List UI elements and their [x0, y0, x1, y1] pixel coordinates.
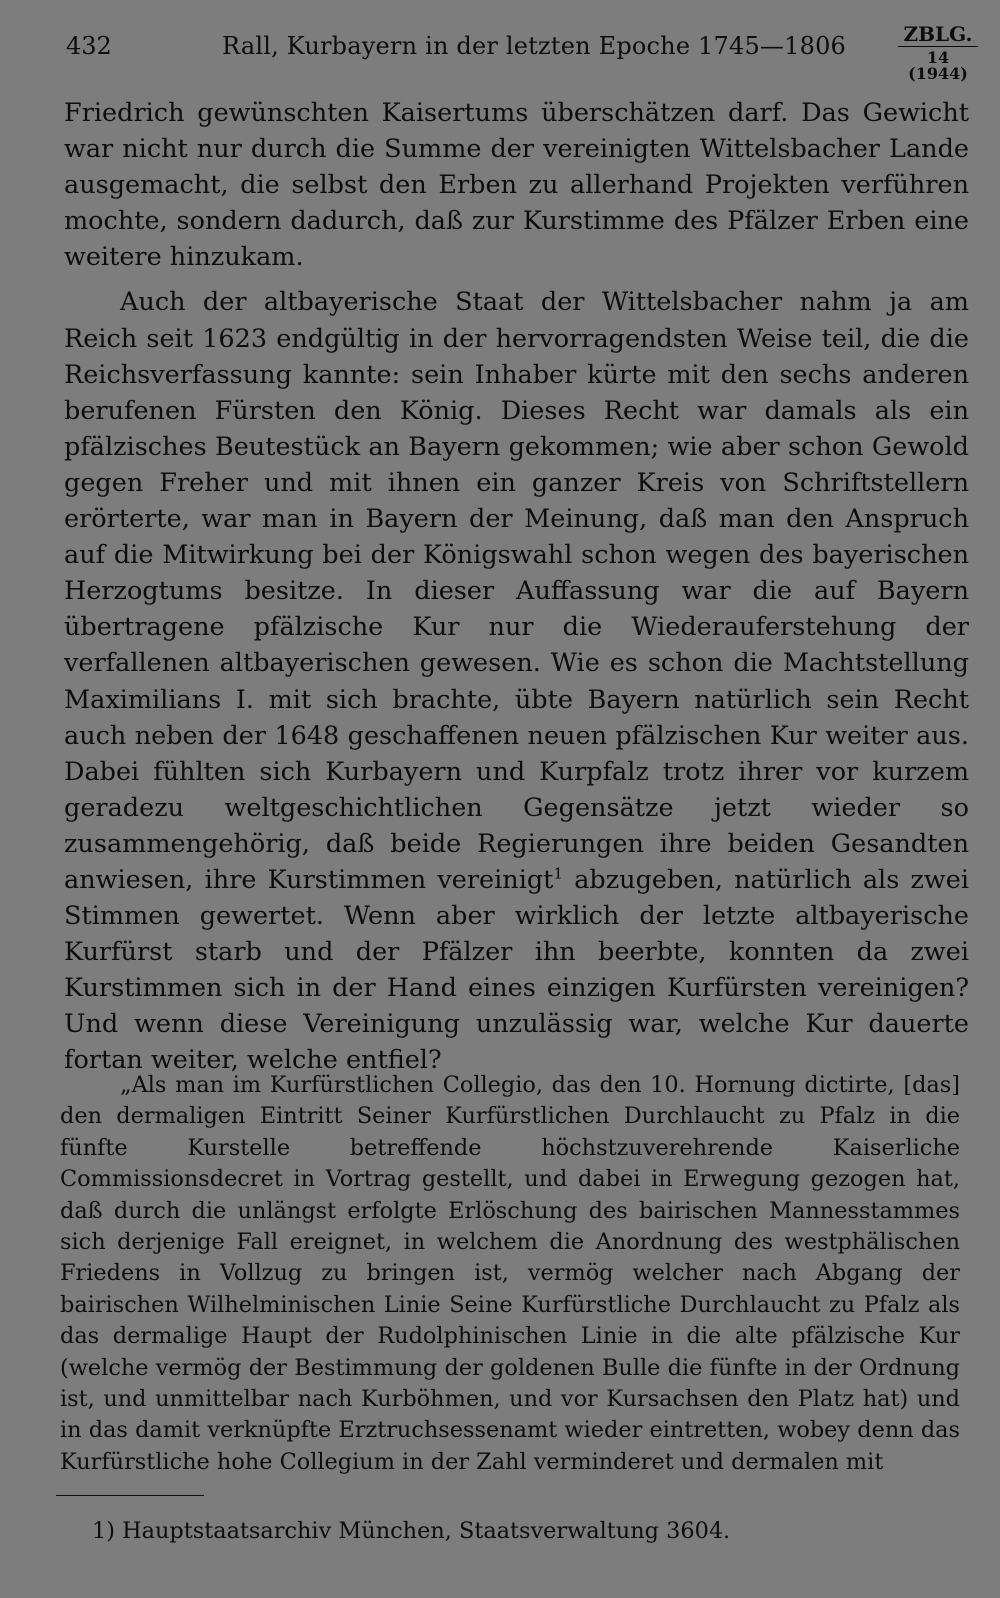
page-number: 432 [66, 32, 112, 60]
footnote [92, 1518, 730, 1544]
journal-volume: 14 (1944) [908, 48, 968, 83]
main-text [64, 95, 969, 1079]
journal-abbreviation: ZBLG. [898, 24, 978, 47]
page-header [62, 22, 973, 83]
footnote-text: Hauptstaatsarchiv München, Staatsverwaltung 3604. [122, 1518, 731, 1544]
block-quote [60, 1070, 960, 1478]
footnote-marker: 1) [92, 1518, 115, 1544]
paragraph-text-end: abzugeben, natürlich als zwei Stimmen gewertet. Wenn aber wirklich der letzte altbayerische Kurfürst starb und der Pfälzer ihn beerbte, konnten da zwei Kurstimmen sich in der Hand eines einzigen Kurfürsten vereinigen? Und wenn diese Vereinigung unzulässig war, welche Kur dauerte fortan weiter, welche entfiel? [64, 864, 969, 1076]
journal-reference [898, 24, 978, 82]
paragraph-text: Auch der altbayerische Staat der Wittelsbacher nahm ja am Reich seit 1623 endgültig in der hervorragendsten Weise teil, die die Reichsverfassung kannte: sein Inhaber kürte mit den sechs anderen berufenen Fürsten den König. Dieses Recht war damals als ein pfälzisches Beutestück an Bayern gekommen; wie aber schon Gewold gegen Freher und mit ihnen ein ganzer Kreis von Schriftstellern erörterte, war man in Bayern der Meinung, daß man den Anspruch auf die Mitwirkung bei der Königswahl schon wegen des bayerischen Herzogtums besitze. In dieser Auffassung war die auf Bayern übertragene pfälzische Kur nur die Wiederauferstehung der verfallenen altbayerischen gewesen. Wie es schon die Machtstellung Maximilians I. mit sich brachte, übte Bayern natürlich sein Recht auch neben der 1648 geschaffenen neuen pfälzischen Kur weiter aus. Dabei fühlten sich Kurbayern und Kurpfalz trotz ihrer vor kurzem geradezu weltgeschichtlichen Gegensätze jetzt wieder so zusammengehörig, daß beide Regierungen ihre beiden Gesandten anwiesen, ihre Kurstimmen vereinigt [64, 287, 969, 895]
paragraph-continuation: Friedrich gewünschten Kaisertums überschätzen darf. Das Gewicht war nicht nur durch die Summe der vereinigten Wittelsbacher Lande ausgemacht, die selbst den Erben zu allerhand Projekten verführen mochte, sondern dadurch, daß zur Kurstimme des Pfälzer Erben eine weitere hinzukam. [64, 98, 969, 273]
footnote-divider [56, 1495, 204, 1496]
quote-text: „Als man im Kurfürstlichen Collegio, das den 10. Hornung dictirte, [das] den dermaligen Eintritt Seiner Kurfürstlichen Durchlaucht zu Pfalz in die fünfte Kurstelle betreffende höchstzuverehrende Kaiserliche Commissionsdecret in Vortrag gestellt, und dabei in Erwegung gezogen hat, daß durch die unlängst erfolgte Erlöschung des bairischen Mannesstammes sich derjenige Fall ereignet, in welchem die Anordnung des westphälischen Friedens in Vollzug zu bringen ist, vermög welcher nach Abgang der bairischen Wilhelminischen Linie Seine Kurfürstliche Durchlaucht zu Pfalz als das dermalige Haupt der Rudolphinischen Linie in die alte pfälzische Kur (welche vermög der Bestimmung der goldenen Bulle die fünfte in der Ordnung ist, und unmittelbar nach Kurböhmen, und vor Kursachsen den Platz hat) und in das damit verknüpfte Erztruchsessenamt wieder eintretten, wobey denn das Kurfürstliche hohe Collegium in der Zahl verminderet und dermalen mit [60, 1072, 960, 1475]
footnote-reference: 1 [553, 864, 563, 883]
running-title: Rall, Kurbayern in der letzten Epoche 1745—1806 [222, 32, 847, 60]
paragraph [64, 284, 969, 1078]
